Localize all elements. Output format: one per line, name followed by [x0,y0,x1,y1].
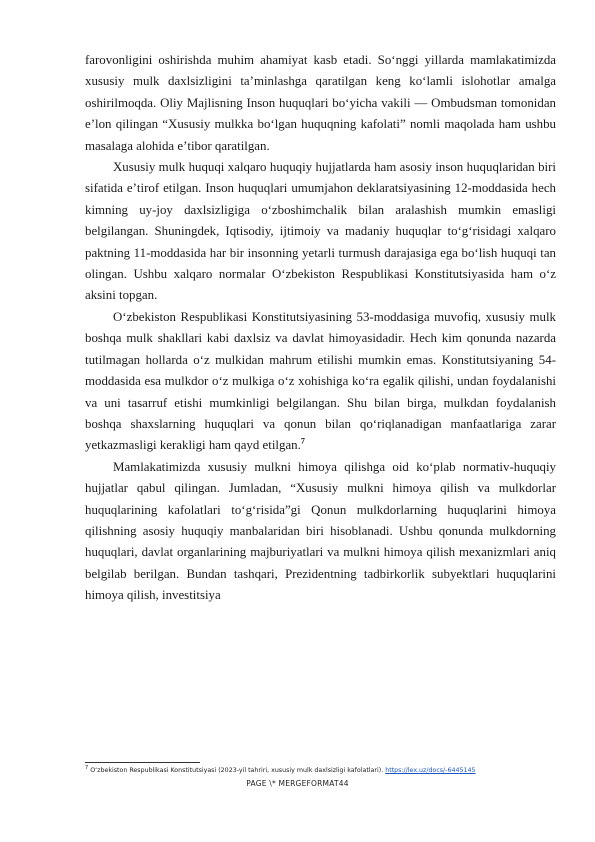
document-body [85,50,556,607]
paragraph-4: Mamlakatimizda xususiy mulkni himoya qilishga oid ko‘plab normativ-huquqiy hujjatlar qabul qilingan. Jumladan, “Xususiy mulkni himoya qilish va mulkdorlar huquqlarining kafolatlari toʻgʻrisida”gi Qonun mulkdorlarning huquqlarini himoya qilishning asosiy huquqiy manbalaridan biri hisoblanadi. Ushbu qonunda mulkdorning huquqlari, davlat organlarining majburiyatlari va mulkni himoya qilish mexanizmlari aniq belgilab berilgan. Bundan tashqari, Prezidentning tadbirkorlik subyektlari huquqlarini himoya qilish, investitsiya [85,459,556,603]
footnote-number: 7 [85,764,89,771]
footnote-link[interactable]: https://lex.uz/docs/-6445145 [385,767,476,774]
footnote [85,766,565,775]
page-number-field: PAGE \* MERGEFORMAT44 [246,779,349,788]
paragraph-2: Xususiy mulk huquqi xalqaro huquqiy hujjatlarda ham asosiy inson huquqlaridan biri sifatida eʼtirof etilgan. Inson huquqlari umumjahon deklaratsiyasining 12-moddasida hech kimning uy-joy daxlsizligiga oʻzboshimchalik bilan aralashish mumkin emasligi belgilangan. Shuningdek, Iqtisodiy, ijtimoiy va madaniy huquqlar toʻgʻrisidagi xalqaro paktning 11-moddasida har bir insonning yetarli turmush darajasiga ega boʻlish huquqi tan olingan. Ushbu xalqaro normalar Oʻzbekiston Respublikasi Konstitutsiyasida ham oʻz aksini topgan. [85,160,556,303]
paragraph-1: farovonligini oshirishda muhim ahamiyat kasb etadi. Soʻnggi yillarda mamlakatimizda xususiy mulk daxlsizligini taʼminlashga qaratilgan keng koʻlamli islohotlar amalga oshirilmoqda. Oliy Majlisning Inson huquqlari boʻyicha vakili — Ombudsman tomonidan eʼlon qilingan “Xususiy mulkka boʻlgan huquqning kafolati” nomli maqolada ham ushbu masalaga alohida eʼtibor qaratilgan. [85,53,556,153]
footnote-separator [85,762,200,763]
paragraph-3-text: Oʻzbekiston Respublikasi Konstitutsiyasining 53-moddasiga muvofiq, xususiy mulk boshqa mulk shakllari kabi daxlsiz va davlat himoyasidadir. Hech kim qonunda nazarda tutilmagan hollarda oʻz mulkidan mahrum etilishi mumkin emas. Konstitutsiyaning 54-moddasida esa mulkdor oʻz mulkiga oʻz xohishiga koʻra egalik qilishi, undan foydalanishi va uni tasarruf etishi mumkinligi belgilangan. Shu bilan birga, mulkdan foydalanish boshqa shaxslarning huquqlari va qonun bilan qoʻriqlanadigan manfaatlariga zarar yetkazmasligi kerakligi ham qayd etilgan. [85,309,556,453]
paragraph-3 [85,307,556,457]
footnote-reference[interactable]: 7 [300,437,305,447]
footnote-text: Oʻzbekiston Respublikasi Konstitutsiyasi (2023-yil tahriri, xususiy mulk daxlsizligi kafolatlari). [90,767,384,774]
